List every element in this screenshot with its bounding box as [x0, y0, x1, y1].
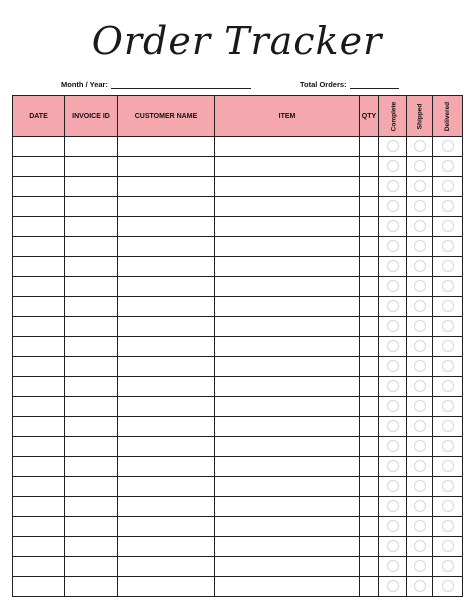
invoice-id-cell[interactable] — [65, 177, 118, 197]
customer-name-cell[interactable] — [118, 137, 215, 157]
shipped-cell — [407, 557, 433, 577]
complete-cell — [379, 497, 407, 517]
invoice-id-cell[interactable] — [65, 257, 118, 277]
shipped-cell — [407, 397, 433, 417]
qty-cell[interactable] — [360, 217, 379, 237]
shipped-checkbox[interactable] — [414, 440, 426, 452]
complete-checkbox[interactable] — [387, 500, 399, 512]
date-cell[interactable] — [13, 157, 65, 177]
complete-cell — [379, 557, 407, 577]
delivered-checkbox[interactable] — [442, 240, 454, 252]
complete-checkbox[interactable] — [387, 340, 399, 352]
delivered-cell — [433, 537, 463, 557]
complete-checkbox[interactable] — [387, 460, 399, 472]
qty-cell[interactable] — [360, 477, 379, 497]
shipped-cell — [407, 157, 433, 177]
complete-checkbox[interactable] — [387, 440, 399, 452]
delivered-checkbox[interactable] — [442, 260, 454, 272]
table-row — [13, 197, 463, 217]
total-orders-input-line[interactable] — [350, 79, 399, 89]
delivered-checkbox[interactable] — [442, 280, 454, 292]
qty-cell[interactable] — [360, 277, 379, 297]
table-row — [13, 357, 463, 377]
complete-checkbox[interactable] — [387, 240, 399, 252]
complete-cell — [379, 477, 407, 497]
item-cell[interactable] — [215, 157, 360, 177]
table-row — [13, 277, 463, 297]
table-row — [13, 377, 463, 397]
delivered-checkbox[interactable] — [442, 480, 454, 492]
complete-checkbox[interactable] — [387, 360, 399, 372]
complete-cell — [379, 317, 407, 337]
delivered-cell — [433, 377, 463, 397]
date-cell[interactable] — [13, 297, 65, 317]
date-cell[interactable] — [13, 357, 65, 377]
complete-cell — [379, 417, 407, 437]
item-cell[interactable] — [215, 177, 360, 197]
table-row — [13, 437, 463, 457]
table-row — [13, 177, 463, 197]
shipped-checkbox[interactable] — [414, 460, 426, 472]
item-cell[interactable] — [215, 197, 360, 217]
customer-name-cell[interactable] — [118, 377, 215, 397]
shipped-cell — [407, 537, 433, 557]
complete-cell — [379, 217, 407, 237]
invoice-id-cell[interactable] — [65, 377, 118, 397]
delivered-cell — [433, 137, 463, 157]
complete-cell — [379, 337, 407, 357]
item-cell[interactable] — [215, 317, 360, 337]
invoice-id-cell[interactable] — [65, 497, 118, 517]
delivered-cell — [433, 217, 463, 237]
column-header-item: ITEM — [215, 96, 360, 137]
complete-checkbox[interactable] — [387, 180, 399, 192]
customer-name-cell[interactable] — [118, 317, 215, 337]
complete-cell — [379, 357, 407, 377]
delivered-cell — [433, 197, 463, 217]
qty-cell[interactable] — [360, 457, 379, 477]
customer-name-cell[interactable] — [118, 557, 215, 577]
delivered-checkbox[interactable] — [442, 400, 454, 412]
invoice-id-cell[interactable] — [65, 217, 118, 237]
delivered-checkbox[interactable] — [442, 300, 454, 312]
customer-name-cell[interactable] — [118, 517, 215, 537]
shipped-cell — [407, 317, 433, 337]
complete-checkbox[interactable] — [387, 220, 399, 232]
qty-cell[interactable] — [360, 537, 379, 557]
invoice-id-cell[interactable] — [65, 277, 118, 297]
delivered-checkbox[interactable] — [442, 520, 454, 532]
qty-cell[interactable] — [360, 317, 379, 337]
invoice-id-cell[interactable] — [65, 417, 118, 437]
complete-cell — [379, 297, 407, 317]
complete-cell — [379, 277, 407, 297]
invoice-id-cell[interactable] — [65, 317, 118, 337]
date-cell[interactable] — [13, 177, 65, 197]
date-cell[interactable] — [13, 577, 65, 597]
date-cell[interactable] — [13, 417, 65, 437]
qty-cell[interactable] — [360, 377, 379, 397]
item-cell[interactable] — [215, 257, 360, 277]
delivered-cell — [433, 337, 463, 357]
invoice-id-cell[interactable] — [65, 457, 118, 477]
shipped-checkbox[interactable] — [414, 400, 426, 412]
shipped-cell — [407, 497, 433, 517]
customer-name-cell[interactable] — [118, 257, 215, 277]
delivered-cell — [433, 557, 463, 577]
qty-cell[interactable] — [360, 577, 379, 597]
item-cell[interactable] — [215, 557, 360, 577]
date-cell[interactable] — [13, 557, 65, 577]
column-header-shipped: Shipped — [407, 96, 433, 137]
date-cell[interactable] — [13, 237, 65, 257]
item-cell[interactable] — [215, 437, 360, 457]
shipped-checkbox[interactable] — [414, 180, 426, 192]
item-cell[interactable] — [215, 397, 360, 417]
delivered-checkbox[interactable] — [442, 220, 454, 232]
customer-name-cell[interactable] — [118, 477, 215, 497]
qty-cell[interactable] — [360, 337, 379, 357]
complete-cell — [379, 257, 407, 277]
item-cell[interactable] — [215, 497, 360, 517]
total-orders-label: Total Orders: — [300, 80, 347, 89]
shipped-checkbox[interactable] — [414, 560, 426, 572]
date-cell[interactable] — [13, 397, 65, 417]
item-cell[interactable] — [215, 277, 360, 297]
customer-name-cell[interactable] — [118, 437, 215, 457]
delivered-checkbox[interactable] — [442, 540, 454, 552]
complete-checkbox[interactable] — [387, 560, 399, 572]
complete-checkbox[interactable] — [387, 200, 399, 212]
complete-cell — [379, 377, 407, 397]
delivered-checkbox[interactable] — [442, 420, 454, 432]
shipped-checkbox[interactable] — [414, 200, 426, 212]
customer-name-cell[interactable] — [118, 397, 215, 417]
delivered-cell — [433, 457, 463, 477]
complete-checkbox[interactable] — [387, 400, 399, 412]
delivered-checkbox[interactable] — [442, 360, 454, 372]
complete-checkbox[interactable] — [387, 380, 399, 392]
complete-cell — [379, 177, 407, 197]
customer-name-cell[interactable] — [118, 297, 215, 317]
shipped-checkbox[interactable] — [414, 320, 426, 332]
shipped-checkbox[interactable] — [414, 160, 426, 172]
table-row — [13, 517, 463, 537]
complete-checkbox[interactable] — [387, 160, 399, 172]
item-cell[interactable] — [215, 217, 360, 237]
qty-cell[interactable] — [360, 557, 379, 577]
date-cell[interactable] — [13, 537, 65, 557]
complete-checkbox[interactable] — [387, 420, 399, 432]
date-cell[interactable] — [13, 477, 65, 497]
customer-name-cell[interactable] — [118, 217, 215, 237]
customer-name-cell[interactable] — [118, 497, 215, 517]
delivered-cell — [433, 317, 463, 337]
qty-cell[interactable] — [360, 397, 379, 417]
delivered-cell — [433, 177, 463, 197]
delivered-checkbox[interactable] — [442, 440, 454, 452]
date-cell[interactable] — [13, 457, 65, 477]
shipped-cell — [407, 377, 433, 397]
invoice-id-cell[interactable] — [65, 197, 118, 217]
shipped-cell — [407, 457, 433, 477]
shipped-checkbox[interactable] — [414, 300, 426, 312]
total-orders-field[interactable] — [300, 77, 399, 89]
complete-checkbox[interactable] — [387, 140, 399, 152]
table-row — [13, 217, 463, 237]
table-row — [13, 457, 463, 477]
item-cell[interactable] — [215, 537, 360, 557]
shipped-cell — [407, 477, 433, 497]
delivered-checkbox[interactable] — [442, 320, 454, 332]
page-title: Order Tracker — [91, 19, 383, 63]
shipped-cell — [407, 197, 433, 217]
month-year-label: Month / Year: — [61, 80, 108, 89]
table-row — [13, 577, 463, 597]
customer-name-cell[interactable] — [118, 337, 215, 357]
qty-cell[interactable] — [360, 517, 379, 537]
delivered-checkbox[interactable] — [442, 500, 454, 512]
complete-cell — [379, 437, 407, 457]
date-cell[interactable] — [13, 437, 65, 457]
invoice-id-cell[interactable] — [65, 577, 118, 597]
customer-name-cell[interactable] — [118, 537, 215, 557]
qty-cell[interactable] — [360, 197, 379, 217]
table-row — [13, 157, 463, 177]
shipped-checkbox[interactable] — [414, 260, 426, 272]
item-cell[interactable] — [215, 297, 360, 317]
item-cell[interactable] — [215, 517, 360, 537]
delivered-checkbox[interactable] — [442, 580, 454, 592]
invoice-id-cell[interactable] — [65, 537, 118, 557]
complete-cell — [379, 457, 407, 477]
delivered-cell — [433, 517, 463, 537]
qty-cell[interactable] — [360, 417, 379, 437]
table-row — [13, 137, 463, 157]
date-cell[interactable] — [13, 377, 65, 397]
column-header-qty: QTY — [360, 96, 379, 137]
date-cell[interactable] — [13, 517, 65, 537]
complete-checkbox[interactable] — [387, 280, 399, 292]
column-header-invoice-id: INVOICE ID — [65, 96, 118, 137]
shipped-checkbox[interactable] — [414, 140, 426, 152]
shipped-checkbox[interactable] — [414, 380, 426, 392]
delivered-cell — [433, 297, 463, 317]
column-header-date: DATE — [13, 96, 65, 137]
table-row — [13, 257, 463, 277]
item-cell[interactable] — [215, 377, 360, 397]
month-year-field[interactable] — [61, 77, 251, 89]
shipped-checkbox[interactable] — [414, 420, 426, 432]
qty-cell[interactable] — [360, 357, 379, 377]
delivered-cell — [433, 417, 463, 437]
customer-name-cell[interactable] — [118, 357, 215, 377]
table-header-row — [13, 96, 463, 137]
complete-cell — [379, 397, 407, 417]
header-fields — [0, 77, 474, 91]
delivered-cell — [433, 277, 463, 297]
shipped-cell — [407, 177, 433, 197]
shipped-checkbox[interactable] — [414, 280, 426, 292]
table-row — [13, 317, 463, 337]
invoice-id-cell[interactable] — [65, 437, 118, 457]
date-cell[interactable] — [13, 257, 65, 277]
shipped-cell — [407, 257, 433, 277]
shipped-cell — [407, 577, 433, 597]
complete-checkbox[interactable] — [387, 320, 399, 332]
shipped-cell — [407, 217, 433, 237]
delivered-checkbox[interactable] — [442, 460, 454, 472]
shipped-checkbox[interactable] — [414, 480, 426, 492]
column-header-complete: Complete — [379, 96, 407, 137]
delivered-cell — [433, 357, 463, 377]
column-header-customer-name: CUSTOMER NAME — [118, 96, 215, 137]
date-cell[interactable] — [13, 277, 65, 297]
table-row — [13, 477, 463, 497]
delivered-cell — [433, 477, 463, 497]
shipped-cell — [407, 517, 433, 537]
table-row — [13, 337, 463, 357]
item-cell[interactable] — [215, 357, 360, 377]
customer-name-cell[interactable] — [118, 237, 215, 257]
qty-cell[interactable] — [360, 297, 379, 317]
shipped-cell — [407, 437, 433, 457]
table-body — [13, 137, 463, 597]
date-cell[interactable] — [13, 497, 65, 517]
customer-name-cell[interactable] — [118, 197, 215, 217]
shipped-checkbox[interactable] — [414, 520, 426, 532]
date-cell[interactable] — [13, 137, 65, 157]
shipped-cell — [407, 357, 433, 377]
complete-checkbox[interactable] — [387, 540, 399, 552]
item-cell[interactable] — [215, 577, 360, 597]
invoice-id-cell[interactable] — [65, 517, 118, 537]
table-row — [13, 537, 463, 557]
delivered-checkbox[interactable] — [442, 160, 454, 172]
customer-name-cell[interactable] — [118, 577, 215, 597]
complete-cell — [379, 517, 407, 537]
complete-cell — [379, 197, 407, 217]
delivered-checkbox[interactable] — [442, 340, 454, 352]
qty-cell[interactable] — [360, 257, 379, 277]
shipped-checkbox[interactable] — [414, 360, 426, 372]
table-row — [13, 397, 463, 417]
month-year-input-line[interactable] — [111, 79, 251, 89]
item-cell[interactable] — [215, 337, 360, 357]
customer-name-cell[interactable] — [118, 417, 215, 437]
delivered-cell — [433, 237, 463, 257]
shipped-cell — [407, 337, 433, 357]
qty-cell[interactable] — [360, 437, 379, 457]
delivered-cell — [433, 577, 463, 597]
shipped-checkbox[interactable] — [414, 220, 426, 232]
delivered-checkbox[interactable] — [442, 380, 454, 392]
invoice-id-cell[interactable] — [65, 297, 118, 317]
complete-checkbox[interactable] — [387, 260, 399, 272]
customer-name-cell[interactable] — [118, 457, 215, 477]
table-row — [13, 557, 463, 577]
invoice-id-cell[interactable] — [65, 237, 118, 257]
table-row — [13, 297, 463, 317]
invoice-id-cell[interactable] — [65, 357, 118, 377]
complete-cell — [379, 577, 407, 597]
shipped-cell — [407, 297, 433, 317]
invoice-id-cell[interactable] — [65, 337, 118, 357]
complete-cell — [379, 157, 407, 177]
customer-name-cell[interactable] — [118, 177, 215, 197]
shipped-cell — [407, 417, 433, 437]
qty-cell[interactable] — [360, 177, 379, 197]
column-header-delivered: Delivered — [433, 96, 463, 137]
delivered-checkbox[interactable] — [442, 200, 454, 212]
shipped-cell — [407, 137, 433, 157]
item-cell[interactable] — [215, 457, 360, 477]
qty-cell[interactable] — [360, 497, 379, 517]
complete-checkbox[interactable] — [387, 520, 399, 532]
item-cell[interactable] — [215, 237, 360, 257]
date-cell[interactable] — [13, 217, 65, 237]
invoice-id-cell[interactable] — [65, 397, 118, 417]
complete-checkbox[interactable] — [387, 480, 399, 492]
delivered-checkbox[interactable] — [442, 560, 454, 572]
qty-cell[interactable] — [360, 157, 379, 177]
delivered-cell — [433, 157, 463, 177]
item-cell[interactable] — [215, 417, 360, 437]
complete-cell — [379, 537, 407, 557]
item-cell[interactable] — [215, 477, 360, 497]
delivered-cell — [433, 397, 463, 417]
shipped-cell — [407, 237, 433, 257]
invoice-id-cell[interactable] — [65, 477, 118, 497]
date-cell[interactable] — [13, 317, 65, 337]
invoice-id-cell[interactable] — [65, 557, 118, 577]
delivered-cell — [433, 497, 463, 517]
item-cell[interactable] — [215, 137, 360, 157]
table-row — [13, 417, 463, 437]
table-row — [13, 497, 463, 517]
shipped-checkbox[interactable] — [414, 240, 426, 252]
qty-cell[interactable] — [360, 137, 379, 157]
qty-cell[interactable] — [360, 237, 379, 257]
delivered-cell — [433, 257, 463, 277]
customer-name-cell[interactable] — [118, 157, 215, 177]
order-table — [12, 95, 463, 597]
table-row — [13, 237, 463, 257]
delivered-checkbox[interactable] — [442, 180, 454, 192]
shipped-checkbox[interactable] — [414, 540, 426, 552]
shipped-checkbox[interactable] — [414, 500, 426, 512]
date-cell[interactable] — [13, 337, 65, 357]
shipped-checkbox[interactable] — [414, 340, 426, 352]
delivered-checkbox[interactable] — [442, 140, 454, 152]
delivered-cell — [433, 437, 463, 457]
invoice-id-cell[interactable] — [65, 137, 118, 157]
invoice-id-cell[interactable] — [65, 157, 118, 177]
customer-name-cell[interactable] — [118, 277, 215, 297]
date-cell[interactable] — [13, 197, 65, 217]
complete-cell — [379, 137, 407, 157]
complete-checkbox[interactable] — [387, 580, 399, 592]
complete-checkbox[interactable] — [387, 300, 399, 312]
complete-cell — [379, 237, 407, 257]
shipped-checkbox[interactable] — [414, 580, 426, 592]
shipped-cell — [407, 277, 433, 297]
